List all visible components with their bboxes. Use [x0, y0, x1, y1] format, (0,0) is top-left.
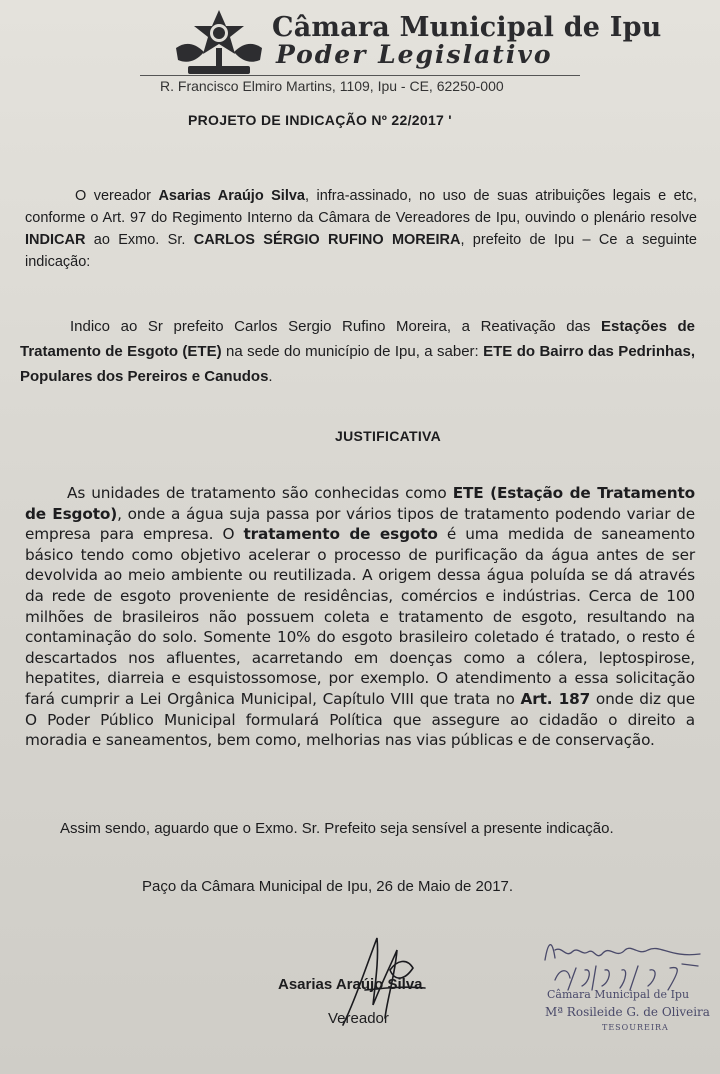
stamp-official-name: Mª Rosileide G. de Oliveira — [545, 1005, 710, 1019]
chamber-subtitle: Poder Legislativo — [276, 40, 553, 69]
justification-heading: JUSTIFICATIVA — [335, 428, 442, 444]
header-divider — [140, 75, 580, 76]
justification-paragraph: As unidades de tratamento são conhecidas como ETE (Estação de Tratamento de Esgoto), onde a água suja passa por vários tipos de tratamento podendo variar de empresa para empresa. O tratamento de esgoto é uma medida de saneamento básico tendo como objetivo acelerar o processo de purificação da água antes de ser devolvida ao meio ambiente ou reutilizada. A origem dessa água poluída se dá através da rede de esgoto proveniente de residências, comércios e indústrias. Cerca de 100 milhões de brasileiros não possuem coleta e tratamento de esgoto, resultando na contaminação do solo. Somente 10% do esgoto brasileiro coletado é tratado, o resto é descartados nos afluentes, acarretando em doenças como a cólera, leptospirose, hepatites, diarreia e esquistossomose, por exemplo. O atendimento a essa solicitação fará cumprir a Lei Orgânica Municipal, Capítulo VIII que trata no Art. 187 onde diz que O Poder Público Municipal formulará Política que assegure ao cidadão o direito a moradia e saneamentos, bem como, melhorias nas vias públicas e de conservação. — [25, 484, 695, 750]
signer-role: Vereador — [328, 1010, 389, 1027]
stamp-official-role: TESOUREIRA — [602, 1023, 669, 1032]
chamber-name: Câmara Municipal de Ipu — [272, 12, 662, 43]
brazil-coat-of-arms-icon — [170, 8, 268, 80]
closing-sentence: Assim sendo, aguardo que o Exmo. Sr. Prefeito seja sensível a presente indicação. — [60, 820, 614, 837]
indication-paragraph: Indico ao Sr prefeito Carlos Sergio Rufino Moreira, a Reativação das Estações de Tratamento de Esgoto (ETE) na sede do município de Ipu, a saber: ETE do Bairro das Pedrinhas, Populares dos Pereiros e Canudos. — [20, 318, 696, 385]
document-title: PROJETO DE INDICAÇÃO Nº 22/2017 ' — [188, 112, 452, 128]
signer-name: Asarias Araújo Silva — [278, 976, 423, 993]
letterhead — [0, 0, 720, 100]
intro-paragraph: O vereador Asarias Araújo Silva, infra-assinado, no uso de suas atribuições legais e etc, conforme o Art. 97 do Regimento Interno da Câmara de Vereadores de Ipu, ouvindo o plenário resolve INDICAR ao Exmo. Sr. CARLOS SÉRGIO RUFINO MOREIRA, prefeito de Ipu – Ce a seguinte indicação: — [25, 188, 697, 270]
stamp-institution: Câmara Municipal de Ipu — [547, 988, 690, 1001]
receipt-stamp — [530, 930, 715, 1040]
mayor-name: CARLOS SÉRGIO RUFINO MOREIRA — [193, 232, 461, 248]
place-and-date: Paço da Câmara Municipal de Ipu, 26 de Maio de 2017. — [142, 878, 514, 895]
action-word: INDICAR — [25, 232, 86, 248]
councilor-name: Asarias Araújo Silva — [158, 188, 305, 204]
chamber-address: R. Francisco Elmiro Martins, 1109, Ipu - CE, 62250-000 — [160, 78, 504, 94]
